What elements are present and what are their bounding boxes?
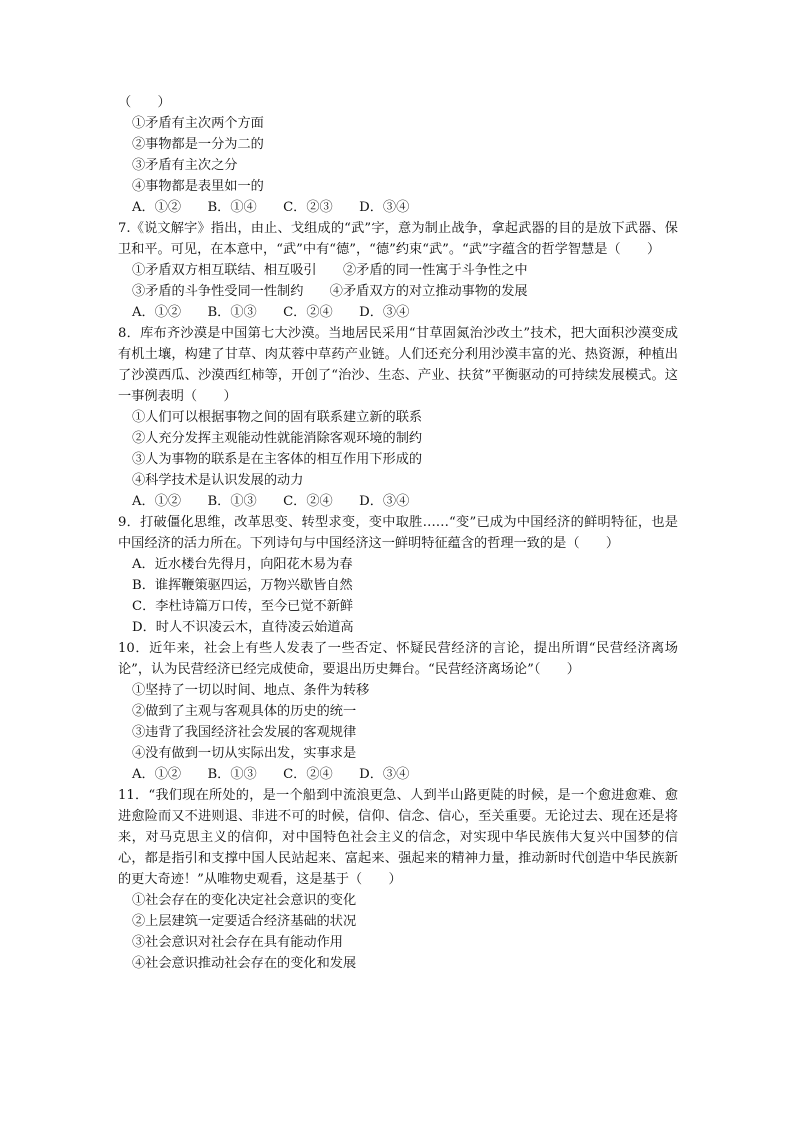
q10-option-1: ①坚持了一切以时间、地点、条件为转移 [132, 683, 370, 698]
q11-option-1: ①社会存在的变化决定社会意识的变化 [132, 893, 357, 908]
q7-option-row-1: ①矛盾双方相互联结、相互吸引 ②矛盾的同一性寓于斗争性之中 [132, 263, 528, 278]
q10-choices: A．①② B．①③ C．②④ D．③④ [132, 767, 410, 782]
q11-option-4: ④社会意识推动社会存在的变化和发展 [132, 956, 357, 971]
q8-option-4: ④科学技术是认识发展的动力 [132, 473, 304, 488]
q6-paren: （ ） [118, 95, 171, 110]
q8-choices: A．①② B．①③ C．②④ D．③④ [132, 494, 410, 509]
q7-stem: 7.《说文解字》指出，由止、戈组成的“武”字，意为制止战争，拿起武器的目的是放下武器、保卫和平。可见，在本意中，“武”中有“德”，“德”约束“武”。“武”字蕴含的哲学智慧是（ ） [118, 221, 678, 257]
q8-option-1: ①人们可以根据事物之间的固有联系建立新的联系 [132, 410, 423, 425]
q9-option-c: C．李杜诗篇万口传，至今已觉不新鲜 [132, 599, 354, 614]
q11-option-2: ②上层建筑一定要适合经济基础的状况 [132, 914, 357, 929]
q11-option-3: ③社会意识对社会存在具有能动作用 [132, 935, 343, 950]
q9-option-a: A．近水楼台先得月，向阳花木易为春 [132, 557, 353, 572]
q8-option-2: ②人充分发挥主观能动性就能消除客观环境的制约 [132, 431, 423, 446]
q7-option-row-2: ③矛盾的斗争性受同一性制约 ④矛盾双方的对立推动事物的发展 [132, 284, 528, 299]
q8-stem: 8．库布齐沙漠是中国第七大沙漠。当地居民采用“甘草固氮治沙改土”技术，把大面积沙漠变成有机土壤，构建了甘草、肉苁蓉中草药产业链。人们还充分利用沙漠丰富的光、热资源，种植出了沙漠西瓜、沙漠西红柿等，开创了“治沙、生态、产业、扶贫”平衡驱动的可持续发展模式。这一事例表明（ ） [118, 326, 678, 404]
q6-option-4: ④事物都是表里如一的 [132, 179, 264, 194]
q9-option-b: B．谁挥鞭策驱四运，万物兴歇皆自然 [132, 578, 353, 593]
q10-option-2: ②做到了主观与客观具体的历史的统一 [132, 704, 357, 719]
q9-option-d: D．时人不识凌云木，直待凌云始道高 [132, 620, 354, 635]
exam-page [118, 92, 678, 974]
q6-choices: A．①② B．①④ C．②③ D．③④ [132, 200, 410, 215]
q6-option-3: ③矛盾有主次之分 [132, 158, 238, 173]
q11-stem: 11．“我们现在所处的，是一个船到中流浪更急、人到半山路更陡的时候，是一个愈进愈难、愈进愈险而又不进则退、非进不可的时候，信仰、信念、信心，至关重要。无论过去、现在还是将来，对马克思主义的信仰，对中国特色社会主义的信念，对实现中华民族伟大复兴中国梦的信心，都是指引和支撑中国人民站起来、富起来、强起来的精神力量，推动新时代创造中华民族新的更大奇迹！”从唯物史观看，这是基于（ ） [118, 788, 678, 887]
q10-option-3: ③违背了我国经济社会发展的客观规律 [132, 725, 357, 740]
q6-option-1: ①矛盾有主次两个方面 [132, 116, 264, 131]
q8-option-3: ③人为事物的联系是在主客体的相互作用下形成的 [132, 452, 423, 467]
q7-choices: A．①② B．①③ C．②④ D．③④ [132, 305, 410, 320]
q6-option-2: ②事物都是一分为二的 [132, 137, 264, 152]
q9-stem: 9．打破僵化思维，改革思变、转型求变，变中取胜……“变”已成为中国经济的鲜明特征，也是中国经济的活力所在。下列诗句与中国经济这一鲜明特征蕴含的哲理一致的是（ ） [118, 515, 678, 551]
q10-stem: 10．近年来，社会上有些人发表了一些否定、怀疑民营经济的言论，提出所谓“民营经济离场论”，认为民营经济已经完成使命，要退出历史舞台。“民营经济离场论”（ ） [118, 641, 678, 677]
q10-option-4: ④没有做到一切从实际出发，实事求是 [132, 746, 357, 761]
